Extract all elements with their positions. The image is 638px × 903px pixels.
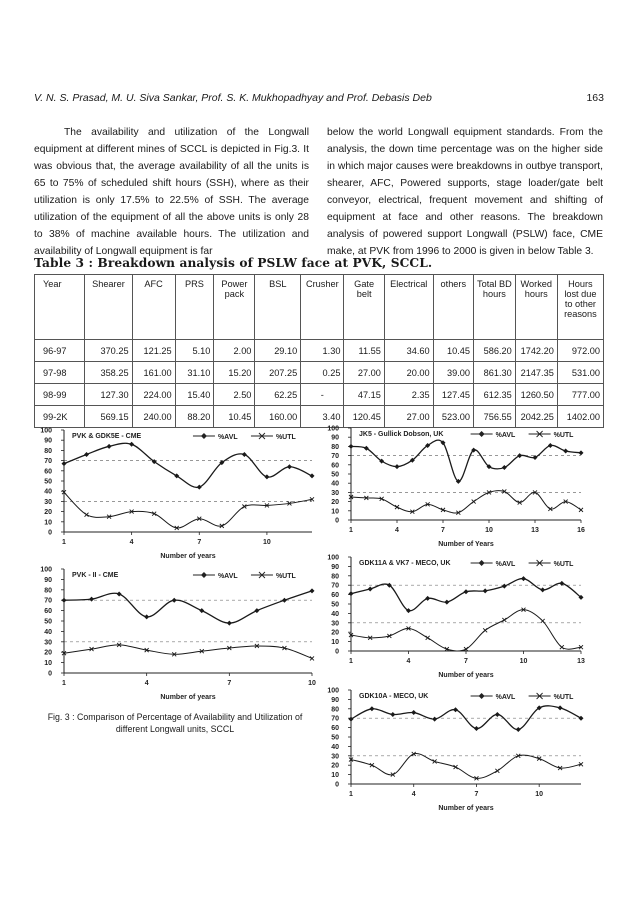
x-tick-label: 7 [474,791,479,798]
table-cell: 31.10 [175,362,214,384]
x-tick-label: 10 [485,527,493,534]
legend-label: %UTL [275,434,296,441]
data-point-avl [62,461,67,466]
legend-marker [479,560,485,566]
x-tick-label: 10 [263,539,271,546]
x-tick-label: 1 [62,680,66,687]
data-point-avl [563,449,568,454]
y-tick-label: 0 [335,781,339,789]
x-tick-label: 4 [129,539,134,546]
legend-label: %UTL [275,573,296,580]
table-row [35,384,604,406]
x-axis-label: Number of years [160,553,216,559]
x-tick-label: 4 [406,658,411,665]
series-utl-line [64,645,312,659]
x-tick-label: 16 [577,527,585,534]
y-tick-label: 70 [331,453,339,461]
y-tick-label: 10 [331,639,339,647]
y-tick-label: 20 [331,629,339,637]
y-tick-label: 70 [331,715,339,723]
table-cell: 861.30 [474,362,516,384]
table-cell: 1260.50 [515,384,557,406]
data-point-avl [368,586,373,591]
data-point-avl [425,596,430,601]
table-cell: 88.20 [175,406,214,428]
y-tick-label: 20 [44,649,52,657]
data-point-avl [310,473,315,478]
y-tick-label: 50 [331,601,339,609]
chart-gdk11a-vk7 [327,553,587,681]
data-point-avl [369,706,374,711]
table-cell: 10.45 [214,406,255,428]
series-utl-line [351,754,581,779]
chart-title: JK5 - Gullick Dobson, UK [359,431,444,438]
header-crusher: Crusher [301,275,344,340]
y-tick-label: 80 [44,587,52,595]
header-year: Year [35,275,85,340]
body-text-right: below the world Longwall equipment standards. From the analysis, the down time percentage was on the higher side in which major causes were breakdowns in outbye transport, shearer, AFC, Powered supports, stage loader/gate belt conveyor, electrical, frequent movement and shifting of equipment at face and other reasons. The breakdown analysis of powered support Longwall (PSLW) face, CME make, at PVK from 1996 to 2000 is given in below Table 3. [327,127,603,257]
x-tick-label: 7 [441,527,445,534]
header-electrical: Electrical [384,275,433,340]
y-tick-label: 10 [331,772,339,780]
y-tick-label: 100 [327,425,339,433]
y-tick-label: 30 [44,639,52,647]
table-cell: 3.40 [301,406,344,428]
table-row [35,340,604,362]
table-cell: 15.40 [175,384,214,406]
data-point-avl [254,608,259,613]
data-point-avl [282,598,287,603]
y-tick-label: 0 [48,670,52,678]
y-tick-label: 80 [331,443,339,451]
table-cell: 612.35 [474,384,516,406]
table-cell: 569.15 [85,406,132,428]
table-cell: 531.00 [557,362,603,384]
table-cell: 127.45 [433,384,473,406]
x-tick-label: 7 [227,680,232,687]
data-point-utl [560,645,564,649]
table-cell: 0.25 [301,362,344,384]
y-tick-label: 20 [331,499,339,507]
x-tick-label: 7 [197,539,202,546]
y-tick-label: 60 [331,592,339,600]
data-point-avl [474,726,479,731]
data-point-avl [495,712,500,717]
data-point-avl [349,591,354,596]
header-shearer: Shearer [85,275,132,340]
y-tick-label: 10 [44,519,52,527]
data-point-avl [242,452,247,457]
y-tick-label: 50 [331,734,339,742]
y-tick-label: 100 [40,427,52,435]
x-tick-label: 10 [519,658,528,665]
series-utl-line [64,492,312,528]
y-tick-label: 40 [331,480,339,488]
table-cell: 20.00 [384,362,433,384]
data-point-avl [502,584,507,589]
legend-marker [201,433,207,439]
chart-title: GDK11A & VK7 - MECO, UK [359,560,451,567]
y-tick-label: 80 [44,447,52,455]
x-tick-label: 10 [308,680,316,687]
table-cell: 99-2K [35,406,85,428]
data-point-avl [483,588,488,593]
header-others: others [433,275,473,340]
table-cell: 62.25 [255,384,301,406]
y-tick-label: 30 [331,489,339,497]
table-cell: 1402.00 [557,406,603,428]
y-tick-label: 30 [331,620,339,628]
table-cell: 756.55 [474,406,516,428]
table-cell: 121.25 [132,340,175,362]
y-tick-label: 40 [44,628,52,636]
data-point-avl [453,707,458,712]
x-axis-label: Number of years [438,805,494,812]
table-cell: 15.20 [214,362,255,384]
table-title: Table 3 : Breakdown analysis of PSLW face at PVK, SCCL. [34,256,433,270]
data-point-avl [558,705,563,710]
x-tick-label: 1 [349,658,353,665]
table-cell: 29.10 [255,340,301,362]
data-point-avl [84,452,89,457]
data-point-avl [390,712,395,717]
y-tick-label: 70 [44,597,52,605]
table-cell: 1.30 [301,340,344,362]
y-tick-label: 100 [327,554,339,562]
y-tick-label: 90 [331,696,339,704]
table-cell: 1742.20 [515,340,557,362]
x-tick-label: 1 [349,791,353,798]
table-cell: 207.25 [255,362,301,384]
chart-jk5 [327,424,587,549]
y-tick-label: 90 [44,576,52,584]
data-point-avl [517,453,522,458]
header-power-pack: Power pack [214,275,255,340]
table-cell: 523.00 [433,406,473,428]
page-number: 163 [586,92,604,104]
data-point-avl [548,443,553,448]
x-tick-label: 4 [395,527,399,534]
y-tick-label: 90 [331,434,339,442]
y-tick-label: 90 [331,563,339,571]
chart-pvk-gdk5e [30,424,320,559]
header-hours-lost: Hours lost due to other reasons [557,275,603,340]
y-tick-label: 100 [327,687,339,695]
x-tick-label: 13 [577,658,585,665]
data-point-utl [242,505,246,509]
chart-title: GDK10A - MECO, UK [359,693,429,700]
y-tick-label: 30 [331,753,339,761]
series-utl-line [351,610,581,651]
data-point-utl [495,769,499,773]
table-cell: 47.15 [344,384,384,406]
data-point-avl [62,598,67,603]
series-avl-line [64,591,312,623]
legend-marker [479,431,485,437]
x-tick-label: 7 [464,658,468,665]
legend-label: %UTL [553,694,574,701]
x-axis-label: Number of years [160,694,216,701]
y-tick-label: 0 [48,529,52,537]
data-point-avl [579,450,584,455]
data-point-avl [411,710,416,715]
data-point-utl [579,508,583,512]
series-utl-line [351,491,581,513]
header-worked: Worked hours [515,275,557,340]
header-prs: PRS [175,275,214,340]
chart-pvk-ii [30,562,320,702]
table-cell: 2.50 [214,384,255,406]
y-tick-label: 60 [331,725,339,733]
table-cell: 370.25 [85,340,132,362]
table-cell: 160.00 [255,406,301,428]
table-cell: 27.00 [344,362,384,384]
data-point-avl [464,589,469,594]
data-point-avl [227,621,232,626]
y-tick-label: 0 [335,648,339,656]
x-tick-label: 10 [535,791,544,798]
table-cell: 224.00 [132,384,175,406]
data-point-avl [117,591,122,596]
data-point-avl [432,717,437,722]
table-row [35,362,604,384]
legend-label: %AVL [495,432,516,439]
table-cell: 127.30 [85,384,132,406]
header-total-bd: Total BD hours [474,275,516,340]
y-tick-label: 60 [44,468,52,476]
y-tick-label: 40 [331,743,339,751]
table-cell: 972.00 [557,340,603,362]
data-point-avl [144,614,149,619]
x-tick-label: 1 [349,527,353,534]
data-point-avl [540,587,545,592]
header-afc: AFC [132,275,175,340]
table-cell: 2.00 [214,340,255,362]
data-point-utl [426,636,430,640]
y-tick-label: 80 [331,706,339,714]
table-cell: 11.55 [344,340,384,362]
y-tick-label: 50 [331,471,339,479]
data-point-utl [395,505,399,509]
y-tick-label: 40 [331,610,339,618]
y-tick-label: 90 [44,437,52,445]
data-point-avl [579,716,584,721]
legend-label: %AVL [495,694,516,701]
data-point-avl [129,442,134,447]
table-cell: 2042.25 [515,406,557,428]
data-point-utl [483,628,487,632]
data-point-avl [349,444,354,449]
table-cell: 5.10 [175,340,214,362]
table-cell: 34.60 [384,340,433,362]
data-point-utl [502,618,506,622]
y-tick-label: 40 [44,488,52,496]
table-cell: 777.00 [557,384,603,406]
x-tick-label: 4 [144,680,149,687]
y-tick-label: 10 [331,508,339,516]
table-cell: 96-97 [35,340,85,362]
data-point-avl [310,588,315,593]
y-tick-label: 50 [44,478,52,486]
table-header-row [35,275,604,340]
legend-label: %AVL [217,434,238,441]
body-text-left: The availability and utilization of the Longwall equipment at different mines of SCCL is depicted in Fig.3. It was obvious that, the average availability of all the units is 65 to 75% of scheduled shift hours (SSH), where as their utilization is only 17.5% to 22.5% of SSH. The average utilization of the equipment of all the above units is only 28 to 38% of machine available hours. The utilization and availability of Longwall equipment is far [34,127,309,257]
data-point-utl [541,619,545,623]
data-point-avl [264,474,269,479]
y-tick-label: 50 [44,618,52,626]
table-cell: 98-99 [35,384,85,406]
y-tick-label: 20 [44,509,52,517]
data-point-avl [444,600,449,605]
data-point-utl [472,500,476,504]
header-bsl: BSL [255,275,301,340]
data-point-avl [502,465,507,470]
chart-title: PVK - II - CME [72,572,119,579]
data-point-avl [197,485,202,490]
table-cell: - [301,384,344,406]
legend-label: %AVL [217,573,238,580]
table-cell: 2147.35 [515,362,557,384]
table-cell: 39.00 [433,362,473,384]
legend-marker [479,693,485,699]
y-tick-label: 60 [44,608,52,616]
data-point-utl [85,513,89,517]
y-tick-label: 0 [335,517,339,525]
table-cell: 586.20 [474,340,516,362]
x-axis-label: Number of Years [438,541,494,548]
chart-gdk10a [327,686,587,814]
y-tick-label: 80 [331,573,339,581]
y-tick-label: 100 [40,566,52,574]
data-point-utl [310,656,314,660]
breakdown-table [34,274,604,428]
y-tick-label: 10 [44,660,52,668]
table-cell: 2.35 [384,384,433,406]
x-tick-label: 13 [531,527,539,534]
x-axis-label: Number of years [438,672,494,679]
legend-label: %UTL [553,561,574,568]
table-cell: 161.00 [132,362,175,384]
table-cell: 27.00 [384,406,433,428]
data-point-avl [107,444,112,449]
legend-label: %AVL [495,561,516,568]
chart-title: PVK & GDK5E - CME [72,433,142,440]
x-tick-label: 4 [411,791,416,798]
table-cell: 97-98 [35,362,85,384]
data-point-avl [199,608,204,613]
y-tick-label: 70 [331,582,339,590]
y-tick-label: 20 [331,762,339,770]
data-point-avl [89,597,94,602]
legend-marker [201,572,207,578]
table-cell: 120.45 [344,406,384,428]
series-avl-line [351,579,581,611]
table-cell: 10.45 [433,340,473,362]
data-point-avl [521,576,526,581]
x-tick-label: 1 [62,539,66,546]
data-point-avl [172,598,177,603]
data-point-avl [395,464,400,469]
figure-caption: Fig. 3 : Comparison of Percentage of Availability and Utilization of different Longwall units, SCCL [47,712,303,734]
header-authors: V. N. S. Prasad, M. U. Siva Sankar, Prof. S. K. Mukhopadhyay and Prof. Debasis Deb [34,92,432,104]
table-cell: 240.00 [132,406,175,428]
y-tick-label: 30 [44,498,52,506]
legend-label: %UTL [553,432,574,439]
series-avl-line [351,440,581,481]
data-point-avl [516,727,521,732]
y-tick-label: 70 [44,458,52,466]
running-header [34,92,604,104]
table-cell: 358.25 [85,362,132,384]
series-avl-line [64,443,312,487]
series-avl-line [351,706,581,730]
y-tick-label: 60 [331,462,339,470]
header-gate-belt: Gate belt [344,275,384,340]
data-point-avl [287,464,292,469]
